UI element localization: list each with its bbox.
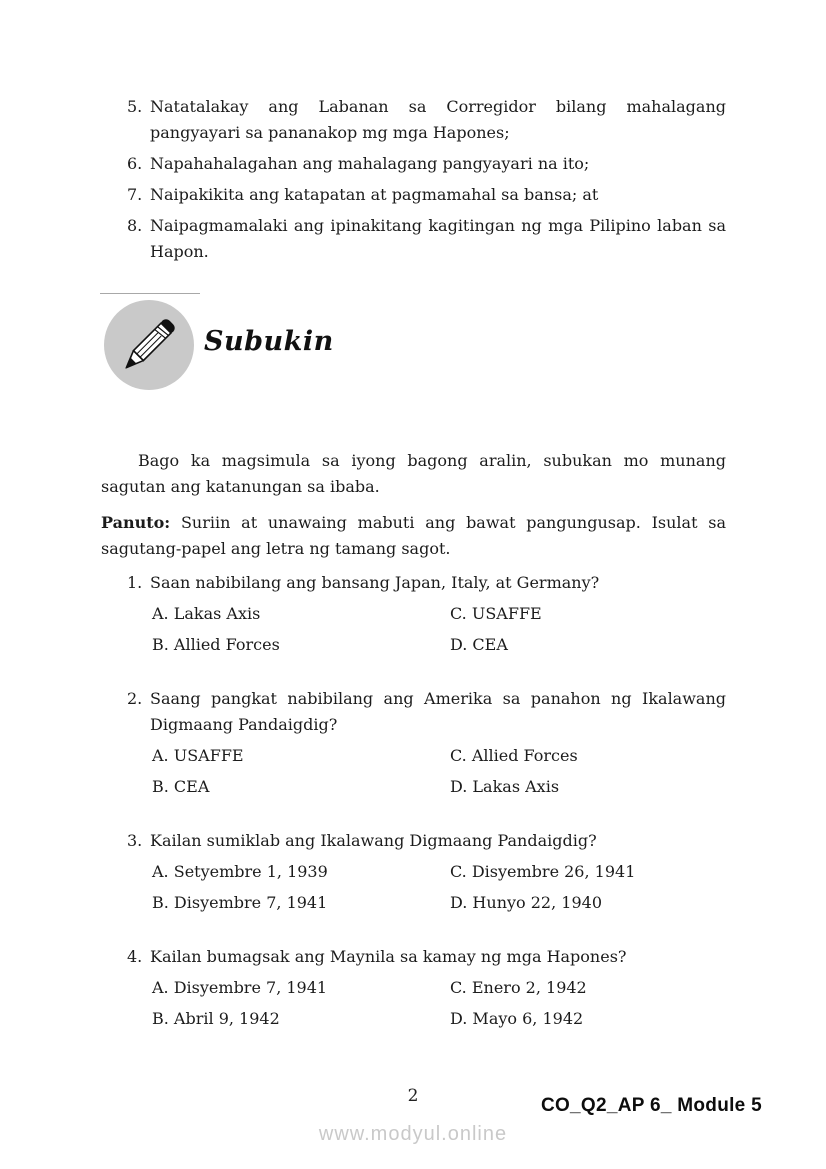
intro-paragraph: Bago ka magsimula sa iyong bagong aralin, subukan mo munang sagutan ang katanungan sa ibaba. <box>101 451 726 496</box>
pencil-icon <box>104 300 194 390</box>
question-text: Kailan sumiklab ang Ikalawang Digmaang Pandaigdig? <box>150 831 597 850</box>
question-head <box>127 570 726 596</box>
list-item <box>127 94 726 146</box>
list-item <box>127 213 726 265</box>
option-row <box>152 632 726 658</box>
question-number: 3. <box>127 831 143 850</box>
question-4 <box>127 944 726 1032</box>
option-d: D. Hunyo 22, 1940 <box>450 893 602 912</box>
list-item-number: 7. <box>127 185 143 204</box>
option-c: C. Enero 2, 1942 <box>450 978 587 997</box>
list-item <box>127 151 726 177</box>
list-item-text: Naipagmamalaki ang ipinakitang kagitingan ng mga Pilipino laban sa Hapon. <box>150 216 726 261</box>
question-number: 2. <box>127 689 143 708</box>
option-row <box>152 774 726 800</box>
list-item-number: 5. <box>127 97 143 116</box>
question-text: Saan nabibilang ang bansang Japan, Italy, at Germany? <box>150 573 600 592</box>
options <box>127 743 726 800</box>
option-c: C. USAFFE <box>450 604 542 623</box>
options <box>127 601 726 658</box>
question-number: 1. <box>127 573 143 592</box>
list-item-number: 6. <box>127 154 143 173</box>
section-title: Subukin <box>204 326 334 357</box>
list-item <box>127 182 726 208</box>
options <box>127 975 726 1032</box>
option-row <box>152 859 726 885</box>
list-item-text: Natatalakay ang Labanan sa Corregidor bilang mahalagang pangyayari sa pananakop mg mga Hapones; <box>150 97 726 142</box>
option-row <box>152 1006 726 1032</box>
section-header <box>101 293 726 390</box>
option-b: B. CEA <box>152 777 210 796</box>
panuto-paragraph <box>101 510 726 562</box>
list-item-text: Naipakikita ang katapatan at pagmamahal sa bansa; at <box>150 185 599 204</box>
question-number: 4. <box>127 947 143 966</box>
question-head <box>127 944 726 970</box>
option-d: D. CEA <box>450 635 508 654</box>
question-3 <box>127 828 726 916</box>
option-a: A. USAFFE <box>152 746 244 765</box>
questions-list <box>127 570 726 1032</box>
watermark: www.modyul.online <box>318 1123 508 1145</box>
list-item-number: 8. <box>127 216 143 235</box>
page-number: 2 <box>407 1086 419 1106</box>
option-a: A. Lakas Axis <box>152 604 261 623</box>
module-code: CO_Q2_AP 6_ Module 5 <box>540 1095 762 1116</box>
page-content <box>101 94 726 1060</box>
panuto-label: Panuto: <box>101 513 171 532</box>
option-d: D. Lakas Axis <box>450 777 560 796</box>
objectives-list <box>127 94 726 265</box>
option-row <box>152 975 726 1001</box>
options <box>127 859 726 916</box>
option-b: B. Abril 9, 1942 <box>152 1009 280 1028</box>
section-divider-line <box>100 293 200 294</box>
panuto-text: Suriin at unawaing mabuti ang bawat pangungusap. Isulat sa sagutang-papel ang letra ng tamang sagot. <box>101 513 726 558</box>
question-2 <box>127 686 726 800</box>
option-c: C. Disyembre 26, 1941 <box>450 862 636 881</box>
list-item-text: Napahahalagahan ang mahalagang pangyayari na ito; <box>150 154 590 173</box>
option-a: A. Setyembre 1, 1939 <box>152 862 328 881</box>
option-row <box>152 890 726 916</box>
question-1 <box>127 570 726 658</box>
option-row <box>152 601 726 627</box>
option-d: D. Mayo 6, 1942 <box>450 1009 584 1028</box>
option-row <box>152 743 726 769</box>
question-text: Kailan bumagsak ang Maynila sa kamay ng mga Hapones? <box>150 947 627 966</box>
option-c: C. Allied Forces <box>450 746 578 765</box>
option-b: B. Allied Forces <box>152 635 280 654</box>
question-head <box>127 828 726 854</box>
option-a: A. Disyembre 7, 1941 <box>152 978 328 997</box>
question-text: Saang pangkat nabibilang ang Amerika sa panahon ng Ikalawang Digmaang Pandaigdig? <box>150 689 726 734</box>
question-head <box>127 686 726 738</box>
option-b: B. Disyembre 7, 1941 <box>152 893 328 912</box>
